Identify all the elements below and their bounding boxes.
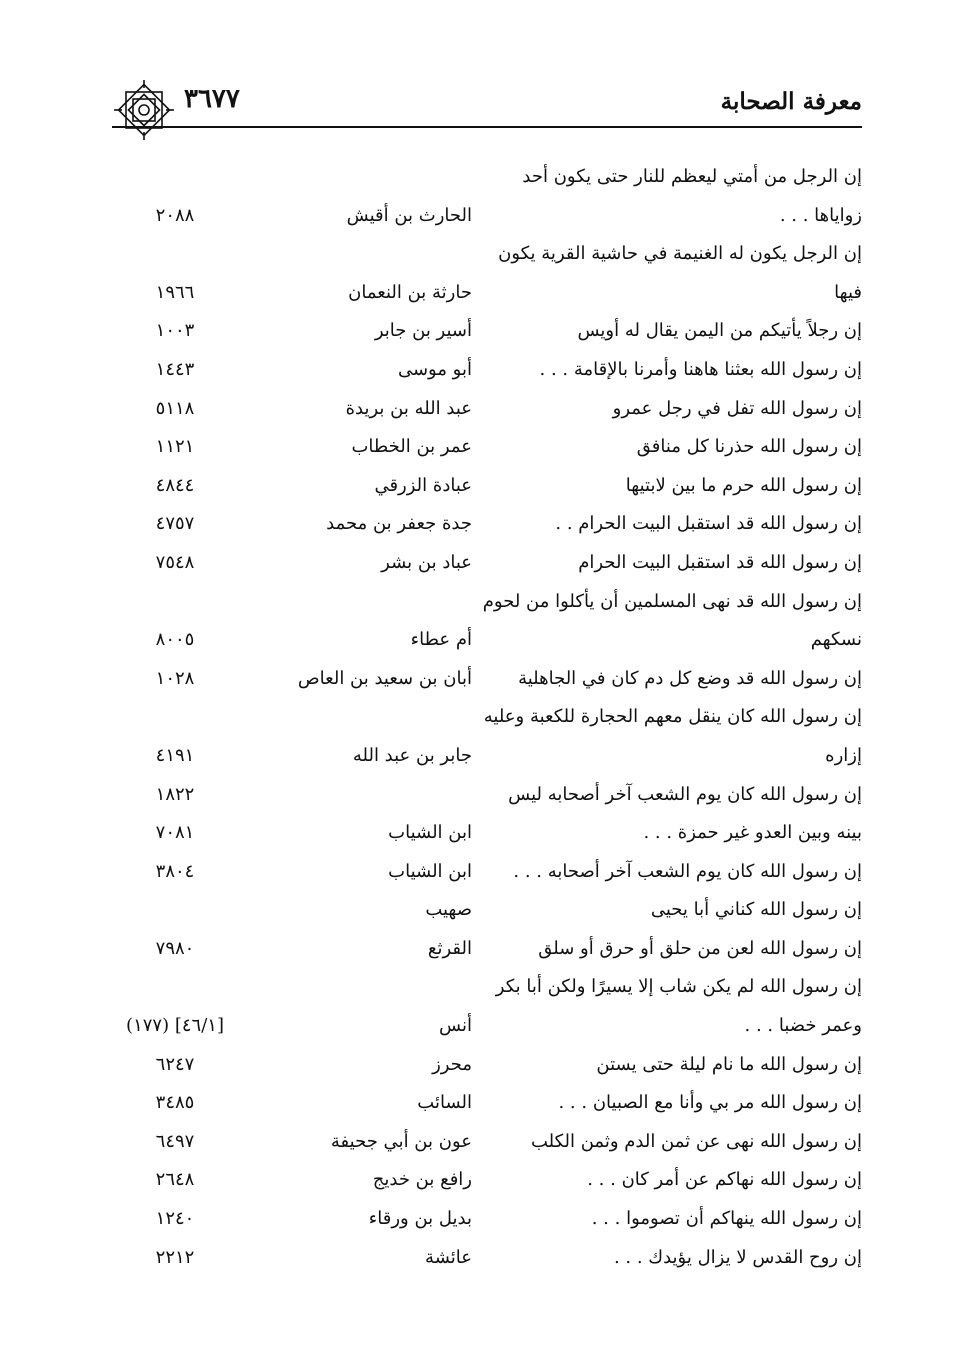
hadith-text: نسكهم: [810, 629, 862, 651]
index-row: [100, 276, 862, 315]
narrator-name: أسير بن جابر: [374, 320, 472, 342]
index-row: [100, 778, 862, 817]
reference-number: ٦٤٩٧: [155, 1130, 195, 1152]
index-row: [100, 932, 862, 971]
index-row: [100, 1163, 862, 1202]
index-row: [100, 662, 862, 701]
index-row: [100, 739, 862, 778]
hadith-text: إن روح القدس لا يزال يؤيدك . . .: [613, 1246, 862, 1268]
narrator-name: أبان بن سعيد بن العاص: [297, 667, 472, 689]
reference-number: ٤١٩١: [155, 744, 195, 766]
header-divider: [112, 126, 862, 128]
hadith-text: بينه وبين العدو غير حمزة . . .: [643, 822, 862, 844]
narrator-name: السائب: [417, 1092, 472, 1114]
narrator-name: حارثة بن النعمان: [348, 281, 472, 303]
hadith-text: إن رسول الله بعثنا هاهنا وأمرنا بالإقامة . . .: [539, 358, 862, 380]
hadith-text: إن الرجل من أمتي ليعظم للنار حتى يكون أحد: [522, 166, 862, 187]
hadith-text: فيها: [834, 281, 862, 303]
narrator-name: عائشة: [425, 1246, 472, 1268]
hadith-text: إن رسول الله حذرنا كل منافق: [636, 436, 862, 458]
index-table: [100, 160, 862, 1279]
narrator-name: عبادة الزرقي: [374, 474, 472, 496]
narrator-name: عباد بن بشر: [381, 551, 472, 573]
narrator-name: أم عطاء: [410, 629, 472, 651]
index-row: [100, 1086, 862, 1125]
reference-number: ٤٨٤٤: [155, 474, 195, 496]
index-row: [100, 1125, 862, 1164]
narrator-name: عبد الله بن بريدة: [345, 397, 472, 419]
reference-number: ١٠٠٣: [155, 320, 195, 342]
reference-number: ٧٩٨٠: [155, 937, 195, 959]
hadith-text: إن رسول الله قد استقبل البيت الحرام: [578, 551, 862, 573]
reference-number: ٧٥٤٨: [155, 551, 195, 573]
reference-number: [٤٦/١] (١٧٧): [126, 1015, 224, 1037]
index-row: [100, 507, 862, 546]
page-number: ٣٦٧٧: [184, 84, 240, 114]
index-row: [100, 1241, 862, 1280]
reference-number: ٢٦٤٨: [155, 1169, 195, 1191]
index-row: [100, 970, 862, 1009]
hadith-text: إن رسول الله مر بي وأنا مع الصبيان . . .: [558, 1092, 862, 1114]
hadith-text: إن رسول الله لم يكن شاب إلا يسيرًا ولكن أبا بكر: [495, 976, 862, 998]
narrator-name: بديل بن ورقاء: [368, 1208, 472, 1230]
narrator-name: جابر بن عبد الله: [352, 744, 472, 766]
narrator-name: صهيب: [425, 899, 472, 921]
hadith-text: إن رسول الله كان يوم الشعب آخر أصحابه ليس: [508, 783, 862, 805]
index-row: [100, 160, 862, 199]
narrator-name: أنس: [439, 1015, 472, 1037]
index-row: [100, 353, 862, 392]
reference-number: ٣٤٨٥: [155, 1092, 195, 1114]
reference-number: ٢٠٨٨: [155, 204, 195, 226]
narrator-name: عون بن أبي جحيفة: [330, 1130, 472, 1152]
hadith-text: زواياها . . .: [779, 204, 862, 226]
hadith-text: إن رجلاً يأتيكم من اليمن يقال له أويس: [577, 320, 862, 342]
hadith-text: إن رسول الله ما نام ليلة حتى يستن: [596, 1053, 862, 1075]
narrator-name: أبو موسى: [397, 358, 472, 380]
hadith-text: إن رسول الله كان ينقل معهم الحجارة للكعبة وعليه: [483, 706, 862, 728]
reference-number: ١٢٤٠: [155, 1208, 195, 1230]
narrator-name: ابن الشياب: [388, 822, 472, 844]
index-row: [100, 700, 862, 739]
reference-number: ١٤٤٣: [155, 358, 195, 380]
hadith-text: وعمر خضبا . . .: [744, 1015, 862, 1037]
index-row: [100, 392, 862, 431]
narrator-name: القرثع: [427, 937, 472, 959]
index-row: [100, 1048, 862, 1087]
narrator-name: الحارث بن أقيش: [346, 204, 472, 226]
index-row: [100, 893, 862, 932]
hadith-text: إن رسول الله نهاكم عن أمر كان . . .: [587, 1169, 862, 1191]
hadith-text: إن رسول الله تفل في رجل عمرو: [612, 397, 862, 419]
reference-number: ١٠٢٨: [155, 667, 195, 689]
hadith-text: إن رسول الله ينهاكم أن تصوموا . . .: [591, 1208, 862, 1230]
hadith-text: إن رسول الله حرم ما بين لابتيها: [625, 474, 862, 496]
narrator-name: جدة جعفر بن محمد: [326, 513, 472, 535]
hadith-text: إن رسول الله قد نهى المسلمين أن يأكلوا من لحوم: [482, 590, 862, 612]
hadith-text: إن رسول الله قد وضع كل دم كان في الجاهلية: [518, 667, 862, 689]
index-row: [100, 623, 862, 662]
reference-number: ٧٠٨١: [155, 822, 195, 844]
reference-number: ٢٢١٢: [155, 1246, 195, 1268]
reference-number: ١١٢١: [155, 436, 195, 458]
index-row: [100, 237, 862, 276]
reference-number: ٦٢٤٧: [155, 1053, 195, 1075]
narrator-name: عمر بن الخطاب: [351, 436, 472, 458]
page-header: [112, 78, 862, 156]
index-row: [100, 1202, 862, 1241]
index-row: [100, 199, 862, 238]
reference-number: ٣٨٠٤: [155, 860, 195, 882]
hadith-text: إن رسول الله قد استقبل البيت الحرام . .: [555, 513, 862, 535]
hadith-text: إن رسول الله نهى عن ثمن الدم وثمن الكلب: [530, 1130, 862, 1152]
reference-number: ٥١١٨: [155, 397, 195, 419]
narrator-name: ابن الشياب: [388, 860, 472, 882]
index-row: [100, 855, 862, 894]
hadith-text: إن رسول الله كناني أبا يحيى: [650, 899, 862, 921]
hadith-text: إن رسول الله لعن من حلق أو حرق أو سلق: [538, 937, 862, 959]
index-row: [100, 585, 862, 624]
index-row: [100, 816, 862, 855]
reference-number: ١٩٦٦: [155, 281, 195, 303]
book-title: معرفة الصحابة: [720, 88, 862, 115]
narrator-name: محرز: [432, 1053, 472, 1075]
index-row: [100, 469, 862, 508]
index-row: [100, 546, 862, 585]
star-ornament-icon: [112, 78, 176, 142]
hadith-text: إزاره: [825, 744, 862, 766]
narrator-name: رافع بن خديج: [372, 1169, 472, 1191]
index-row: [100, 314, 862, 353]
reference-number: ٨٠٠٥: [155, 629, 195, 651]
hadith-text: إن الرجل يكون له الغنيمة في حاشية القرية يكون: [498, 243, 862, 265]
index-row: [100, 1009, 862, 1048]
hadith-text: إن رسول الله كان يوم الشعب آخر أصحابه . . .: [513, 860, 862, 882]
reference-number: ١٨٢٢: [155, 783, 195, 805]
index-row: [100, 430, 862, 469]
reference-number: ٤٧٥٧: [155, 513, 195, 535]
